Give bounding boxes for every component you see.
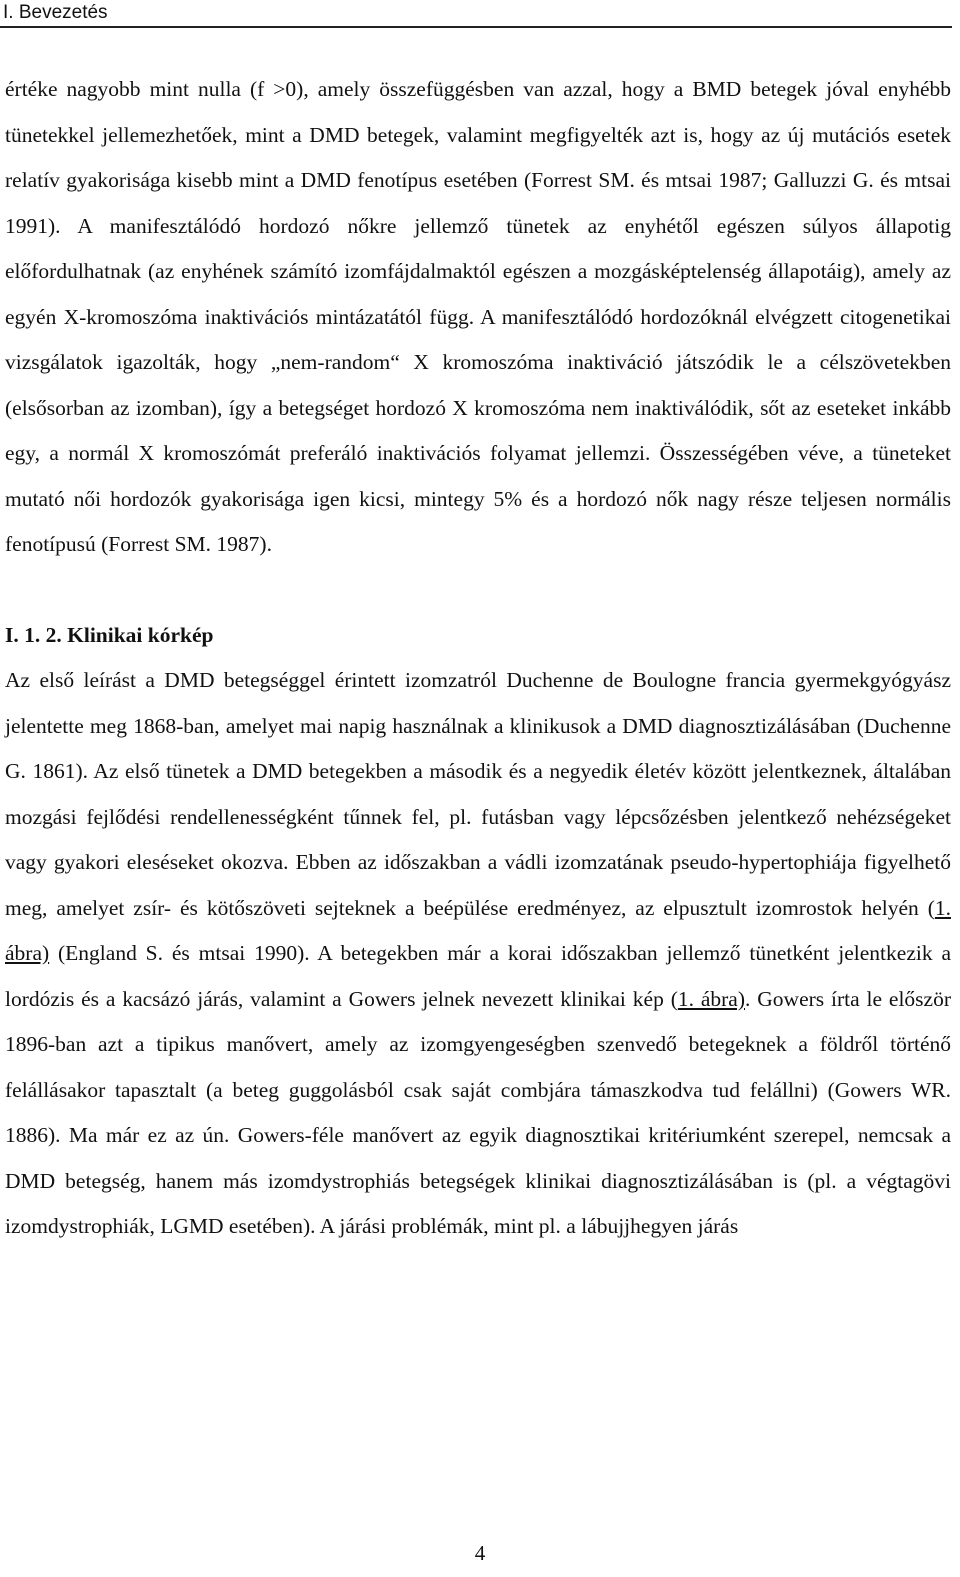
clinical-text-part-3: . Gowers írta le először 1896-ban azt a tipikus manővert, amely az izomgyengeségben szenvedő betegeknek a földről történő felállásakor tapasztalt (a beteg guggolásból csak saját combjára támaszkodva tud felállni) (Gowers WR. 1886). Ma már ez az ún. Gowers-féle manővert az egyik diagnosztikai kritériumként szerepel, nemcsak a DMD betegség, hanem más izomdystrophiás betegségek klinikai diagnosztizálásában is (pl. a végtagövi izomdystrophiák, LGMD esetében). A járási problémák, mint pl. a lábujjhegyen járás — [5, 986, 951, 1238]
page-body — [5, 67, 951, 1250]
paragraph-spacer — [5, 568, 951, 613]
section-title: Klinikai kórkép — [67, 622, 214, 647]
paragraph-carriers: értéke nagyobb mint nulla (f >0), amely összefüggésben van azzal, hogy a BMD betegek jóval enyhébb tünetekkel jellemezhetőek, mint a DMD betegek, valamint megfigyelték azt is, hogy az új mutációs esetek relatív gyakorisága kisebb mint a DMD fenotípus esetében (Forrest SM. és mtsai 1987; Galluzzi G. és mtsai 1991). A manifesztálódó hordozó nőkre jellemző tünetek az enyhétől egészen súlyos állapotig előfordulhatnak (az enyhének számító izomfájdalmaktól egészen a mozgásképtelenség állapotáig), amely az egyén X-kromoszóma inaktivációs mintázatától függ. A manifesztálódó hordozóknál elvégzett citogenetikai vizsgálatok igazolták, hogy „nem-random“ X kromoszóma inaktiváció játszódik le a célszövetekben (elsősorban az izomban), így a betegséget hordozó X kromoszóma nem inaktiválódik, sőt az eseteket inkább egy, a normál X kromoszómát preferáló inaktivációs folyamat jellemzi. Összességében véve, a tüneteket mutató női hordozók gyakorisága igen kicsi, mintegy 5% és a hordozó nők nagy része teljesen normális fenotípusú (Forrest SM. 1987). — [5, 77, 951, 556]
section-heading — [5, 613, 951, 659]
page-number: 4 — [474, 1541, 486, 1565]
figure-1-link[interactable]: 1. ábra) — [5, 895, 951, 965]
section-number: I. 1. 2. — [5, 622, 62, 647]
clinical-text-part-1: Az első leírást a DMD betegséggel érintett izomzatról Duchenne de Boulogne francia gyermekgyógyász jelentette meg 1868-ban, amelyet mai napig használnak a klinikusok a DMD diagnosztizálásában (Duchenne G. 1861). Az első tünetek a DMD betegekben a második és a negyedik életév között jelentkeznek, általában mozgási fejlődési rendellenességként tűnnek fel, pl. futásban vagy lépcsőzésben jelentkező nehézségeket vagy gyakori eleséseket okozva. Ebben az időszakban a vádli izomzatának pseudo-hypertophiája figyelhető meg, amelyet zsír- és kötőszöveti sejteknek a beépülése eredményez, az elpusztult izomrostok helyén ( — [5, 668, 951, 920]
running-header-title: I. Bevezetés — [3, 2, 108, 23]
running-header — [0, 0, 952, 28]
paragraph-clinical-picture — [5, 658, 951, 1250]
figure-1-link-second[interactable]: 1. ábra) — [677, 986, 746, 1011]
clinical-text-part-2: (England S. és mtsai 1990). A betegekben már a korai időszakban jellemző tünetként jelentkezik a lordózis és a kacsázó járás, valamint a Gowers jelnek nevezett klinikai kép ( — [5, 941, 951, 1011]
